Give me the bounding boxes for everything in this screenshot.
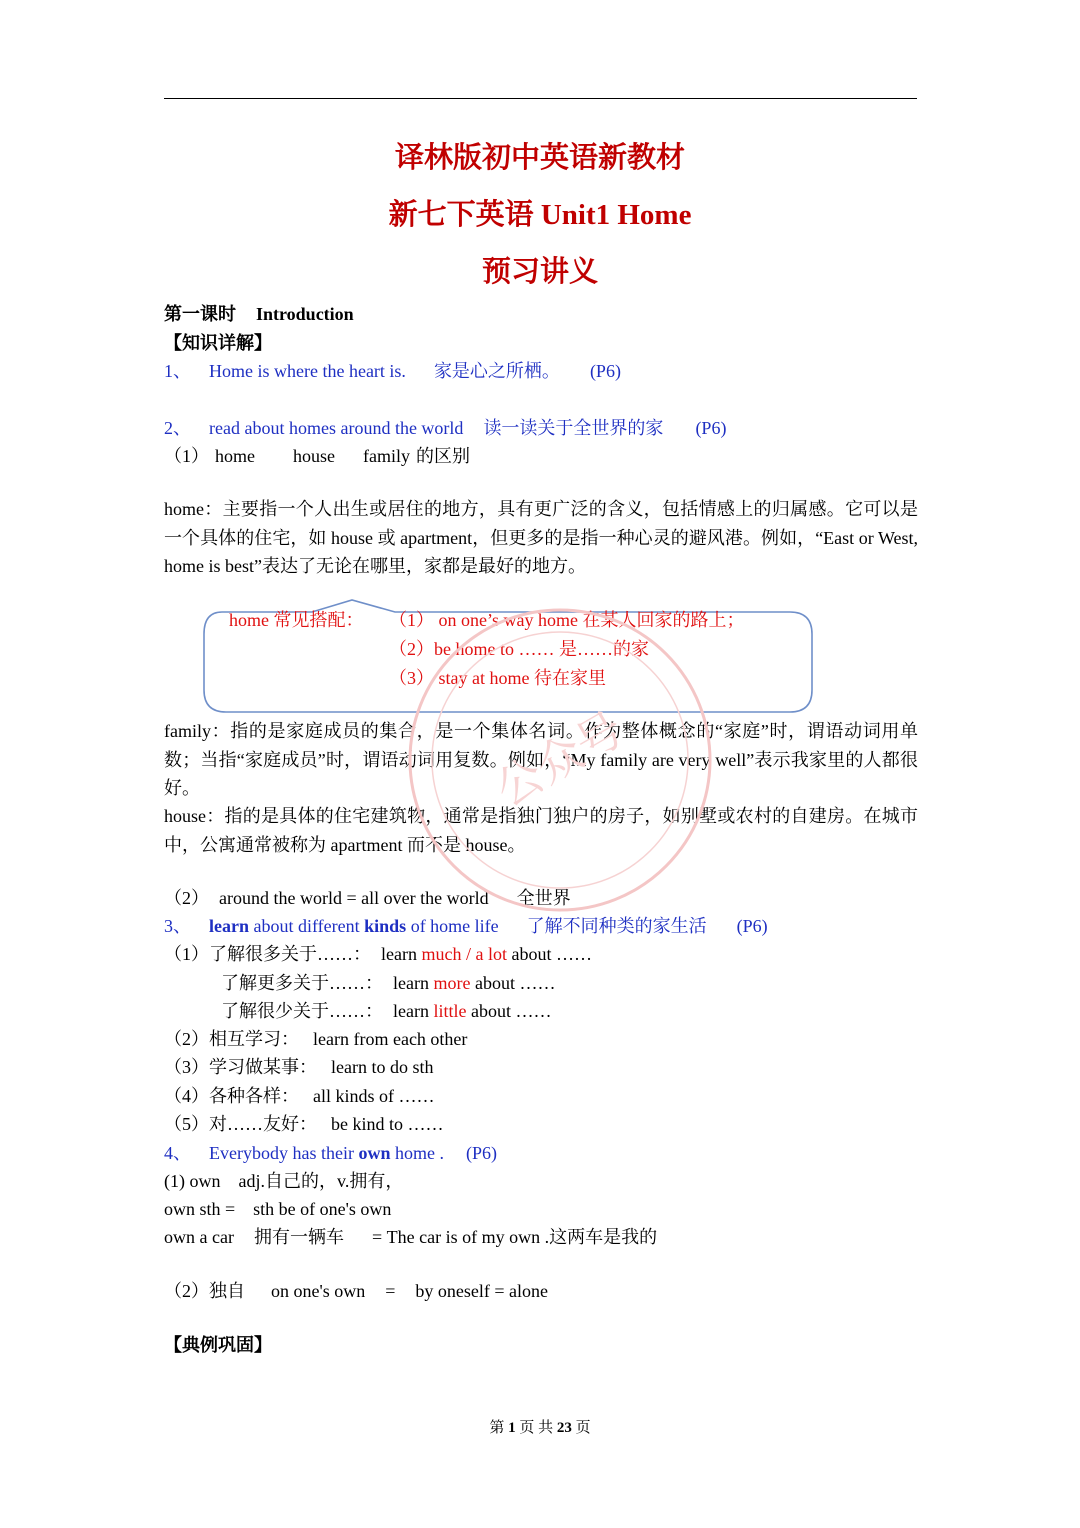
sub-c: = The car is of my own .这两车是我的: [371, 1227, 658, 1247]
item-4: [164, 1142, 497, 1164]
item-3-learn: learn: [209, 916, 249, 936]
sub-a: own a car: [164, 1227, 234, 1247]
sub-english: be kind to ……: [331, 1114, 444, 1134]
footer-mid: 页 共: [519, 1420, 554, 1436]
item-3-sub-5: [164, 1113, 444, 1135]
word-home: home: [215, 446, 255, 466]
sub-chinese: 对……友好：: [209, 1114, 317, 1134]
sub-chinese: 学习做某事：: [209, 1057, 317, 1077]
sub-number: （4）: [164, 1086, 209, 1106]
sub-b: sth be of one's own: [253, 1199, 392, 1219]
sub-pre: learn: [381, 944, 422, 964]
sub-number: （5）: [164, 1114, 209, 1134]
sub-pre: learn: [393, 973, 434, 993]
item-3-chinese: 了解不同种类的家生活: [526, 916, 707, 936]
item-3-sub-2: [164, 1028, 467, 1050]
sub-a: own sth =: [164, 1199, 236, 1219]
title-line-2: 新七下英语 Unit1 Home: [388, 199, 692, 231]
footer-pre: 第: [489, 1420, 505, 1436]
sub-number: （2）: [164, 888, 209, 908]
sub-english-1: on one's own: [271, 1281, 366, 1301]
sub-b: adj.自己的，v.拥有，: [238, 1171, 404, 1191]
item-3-rest: of home life: [406, 916, 499, 936]
sub-post: about ……: [506, 944, 592, 964]
sub-a: (1) own: [164, 1171, 221, 1191]
watermark-seal: [400, 600, 720, 920]
item-2-chinese: 读一读关于全世界的家: [483, 418, 664, 438]
item-2-number: 2、: [164, 418, 191, 438]
callout-collocation-3: （3） stay at home 待在家里: [389, 668, 606, 688]
sub-highlight: more: [433, 973, 471, 993]
item-3-sub-1c: [221, 1000, 551, 1022]
sub-chinese: 了解很多关于……：: [209, 944, 371, 964]
section-knowledge-heading: 【知识详解】: [164, 333, 272, 353]
home-paragraph: home：主要指一个人出生或居住的地方，具有更广泛的含义，包括情感上的归属感。它可以是一个具体的住宅，如 house 或 apartment，但更多的是指一种心灵的避风港。例如，“East or West, home is best”表达了无论在哪里，家都是最好的地方。: [164, 499, 918, 576]
sub-chinese: 各种各样：: [209, 1086, 299, 1106]
sub-chinese: 相互学习：: [209, 1029, 299, 1049]
item-4-number: 4、: [164, 1143, 191, 1163]
item-4-sub-2: [164, 1280, 548, 1302]
footer-post: 页: [575, 1420, 591, 1436]
footer-page-number: 1: [508, 1420, 516, 1436]
item-3-sub-1: [164, 943, 592, 965]
watermark-text: 公众号: [486, 701, 633, 818]
sub-english: around the world = all over the world: [219, 888, 489, 908]
item-3-sub-1b: [221, 972, 555, 994]
item-1-chinese: 家是心之所栖。: [433, 361, 560, 381]
sub-chinese: 独自: [209, 1281, 245, 1301]
sub-highlight: little: [433, 1001, 467, 1021]
lesson-name: Introduction: [256, 304, 354, 324]
item-4-post: home .: [390, 1143, 444, 1163]
item-3-sub-4: [164, 1085, 435, 1107]
callout-label: home 常见搭配：: [229, 610, 364, 630]
item-1-number: 1、: [164, 361, 191, 381]
family-paragraph: family：指的是家庭成员的集合，是一个集体名词。作为整体概念的“家庭”时，谓语动词用单数；当指“家庭成员”时，谓语动词用复数。例如，“My family are very well”表示我家里的人都很好。: [164, 721, 918, 798]
item-4-page: (P6): [465, 1143, 497, 1163]
sub-number: （1）: [164, 446, 209, 466]
sub-number: （2）: [164, 1281, 209, 1301]
sub-chinese: 了解更多关于……：: [221, 973, 383, 993]
item-3-about: about different: [249, 916, 365, 936]
sub-number: （1）: [164, 944, 209, 964]
lesson-label: 第一课时: [164, 304, 236, 324]
sub-chinese: 了解很少关于……：: [221, 1001, 383, 1021]
title-line-1: 译林版初中英语新教材: [394, 142, 685, 174]
sub-post: about ……: [470, 973, 556, 993]
sub-english: all kinds of ……: [313, 1086, 435, 1106]
callout-collocation-2: （2）be home to …… 是……的家: [389, 639, 649, 659]
callout-collocation-1: （1） on one’s way home 在某人回家的路上；: [389, 610, 745, 630]
sub-tail: 的区别: [416, 446, 470, 466]
title-line-3: 预习讲义: [481, 256, 598, 288]
item-4-sub-1b: [164, 1198, 391, 1220]
sub-english: learn to do sth: [331, 1057, 434, 1077]
item-3-sub-3: [164, 1056, 433, 1078]
item-1-english: Home is where the heart is.: [209, 361, 406, 381]
sub-b: 拥有一辆车: [253, 1227, 344, 1247]
item-4-sub-1c: [164, 1226, 657, 1248]
item-3-page: (P6): [736, 916, 768, 936]
item-3-kinds: kinds: [364, 916, 407, 936]
word-house: house: [293, 446, 335, 466]
sub-english-2: by oneself = alone: [415, 1281, 549, 1301]
sub-highlight: much / a lot: [421, 944, 507, 964]
sub-post: about ……: [466, 1001, 552, 1021]
footer-total-pages: 23: [556, 1420, 572, 1436]
item-2-english: read about homes around the world: [209, 418, 464, 438]
item-4-own: own: [358, 1143, 391, 1163]
item-4-sub-1: [164, 1170, 403, 1192]
item-2-page: (P6): [695, 418, 727, 438]
section-examples-heading: 【典例巩固】: [164, 1335, 272, 1355]
item-4-pre: Everybody has their: [209, 1143, 359, 1163]
sub-english: learn from each other: [313, 1029, 468, 1049]
item-1-page: (P6): [589, 361, 621, 381]
house-paragraph: house：指的是具体的住宅建筑物，通常是指独门独户的房子，如别墅或农村的自建房。在城市中，公寓通常被称为 apartment 而不是 house。: [164, 806, 918, 855]
sub-pre: learn: [393, 1001, 434, 1021]
word-family: family: [363, 446, 410, 466]
item-3-number: 3、: [164, 916, 191, 936]
sub-chinese: 全世界: [516, 888, 571, 908]
sub-equals: =: [385, 1281, 396, 1301]
sub-number: （3）: [164, 1057, 209, 1077]
sub-number: （2）: [164, 1029, 209, 1049]
page-footer: [0, 1418, 1080, 1438]
